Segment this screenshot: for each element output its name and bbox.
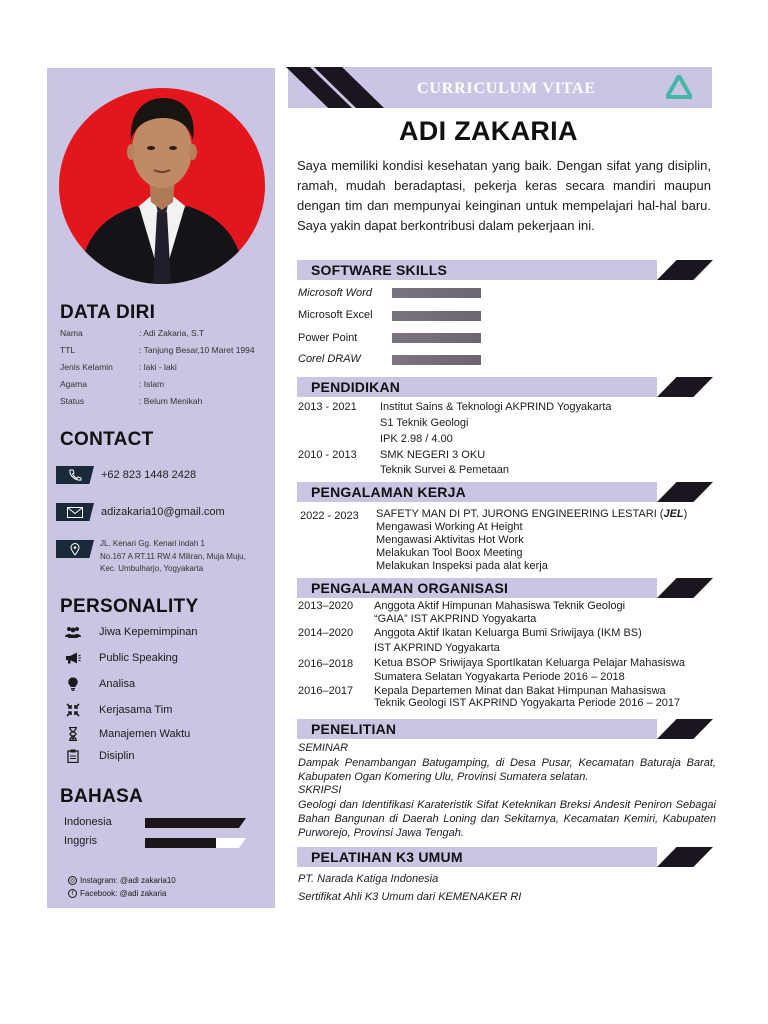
phone-number: +62 823 1448 2428 bbox=[101, 469, 197, 481]
info-value: : Islam bbox=[139, 379, 165, 389]
contact-email[interactable] bbox=[56, 503, 225, 521]
personality-label: Manajemen Waktu bbox=[99, 728, 191, 740]
skill-bar-fill bbox=[392, 333, 481, 343]
section-pengalaman-organisasi bbox=[297, 578, 713, 598]
work-duty: Mengawasi Aktivitas Hot Work bbox=[376, 534, 524, 546]
training-cert: Sertifikat Ahli K3 Umum dari KEMENAKER RI bbox=[298, 891, 522, 903]
clipboard-icon bbox=[64, 748, 82, 764]
education-line: IPK 2.98 / 4.00 bbox=[380, 433, 453, 445]
info-value: : Belum Menikah bbox=[139, 396, 203, 406]
cv-title: CURRICULUM VITAE bbox=[417, 80, 596, 97]
section-pengalaman-kerja bbox=[297, 482, 713, 502]
work-position-end: ) bbox=[683, 508, 688, 520]
address-line: No.167 A RT.11 RW.4 Miliran, Muja Muju, bbox=[100, 551, 246, 561]
research-text: Dampak Penambangan Batugamping, di Desa Pusar, Kecamatan Baturaja Barat, Kabupaten Ogan Komering Ulu, Provinsi Sumatera selatan. bbox=[298, 757, 716, 783]
lightbulb-icon bbox=[64, 676, 82, 692]
org-years: 2016–2017 bbox=[298, 685, 354, 697]
research-type: SEMINAR bbox=[298, 742, 349, 754]
skill-bar-fill bbox=[392, 288, 481, 298]
address-text bbox=[100, 538, 276, 576]
personality-label: Jiwa Kepemimpinan bbox=[99, 626, 198, 638]
education-line: SMK NEGERI 3 OKU bbox=[380, 449, 486, 461]
megaphone-icon bbox=[64, 650, 82, 666]
person-portrait-icon bbox=[59, 88, 265, 284]
facebook-icon: f bbox=[68, 889, 77, 898]
work-duty: Melakukan Inspeksi pada alat kerja bbox=[376, 560, 548, 572]
section-slash-decoration bbox=[657, 847, 713, 867]
skill-bar-word bbox=[392, 288, 491, 298]
contact-address bbox=[56, 540, 94, 558]
org-years: 2016–2018 bbox=[298, 658, 354, 670]
section-title: PENDIDIKAN bbox=[311, 379, 401, 395]
section-pelatihan-k3 bbox=[297, 847, 713, 867]
section-bar bbox=[297, 377, 657, 397]
personality-item bbox=[64, 676, 135, 692]
personality-item bbox=[64, 726, 190, 742]
skill-bar-fill bbox=[392, 355, 481, 365]
education-line: S1 Teknik Geologi bbox=[380, 417, 469, 429]
mail-icon bbox=[56, 503, 94, 521]
info-label: Jenis Kelamin bbox=[60, 362, 113, 372]
section-slash-decoration bbox=[657, 578, 713, 598]
section-bar bbox=[297, 847, 657, 867]
org-line: Ketua BSOP Sriwijaya SportIkatan Keluarga Pelajar Mahasiswa bbox=[374, 657, 686, 669]
data-diri-heading: DATA DIRI bbox=[60, 302, 156, 323]
language-indonesia bbox=[64, 816, 112, 828]
language-bar-indonesia bbox=[145, 818, 246, 828]
skill-bar-fill bbox=[392, 311, 481, 321]
group-icon bbox=[64, 624, 82, 640]
info-value: : Adi Zakaria, S.T bbox=[139, 328, 205, 338]
location-pin-icon bbox=[56, 540, 94, 558]
info-label: Status bbox=[60, 396, 85, 406]
org-line: Anggota Aktif Himpunan Mahasiswa Teknik Geologi bbox=[374, 600, 626, 612]
work-years: 2022 - 2023 bbox=[300, 510, 359, 522]
language-label: Indonesia bbox=[64, 816, 112, 828]
section-slash-decoration bbox=[657, 377, 713, 397]
personality-label: Analisa bbox=[99, 678, 136, 690]
personality-label: Kerjasama Tim bbox=[99, 704, 173, 716]
section-slash-decoration bbox=[657, 260, 713, 280]
skill-label: Power Point bbox=[298, 332, 358, 344]
section-title: PENELITIAN bbox=[311, 721, 397, 737]
skill-bar-coreldraw bbox=[392, 355, 491, 365]
triangle-logo-icon bbox=[666, 75, 692, 99]
org-years: 2014–2020 bbox=[298, 627, 354, 639]
org-years: 2013–2020 bbox=[298, 600, 354, 612]
org-line: IST AKPRIND Yogyakarta bbox=[374, 642, 500, 654]
personality-label: Disiplin bbox=[99, 750, 135, 762]
personality-label: Public Speaking bbox=[99, 652, 178, 664]
language-bar-inggris bbox=[145, 838, 246, 848]
org-line: “GAIA” IST AKPRIND Yogyakarta bbox=[374, 613, 537, 625]
facebook-text: Facebook: @adi zakaria bbox=[80, 889, 167, 898]
personality-item bbox=[64, 748, 134, 764]
bahasa-heading: BAHASA bbox=[60, 786, 144, 807]
education-years: 2010 - 2013 bbox=[298, 449, 357, 461]
personality-item bbox=[64, 702, 172, 718]
contact-phone[interactable] bbox=[56, 466, 196, 484]
section-bar bbox=[297, 260, 657, 280]
section-title: SOFTWARE SKILLS bbox=[311, 262, 447, 278]
org-line: Teknik Geologi IST AKPRIND Yogyakarta Periode 2016 – 2017 bbox=[374, 697, 681, 709]
section-penelitian bbox=[297, 719, 713, 739]
instagram-text: Instagram: @adi zakaria10 bbox=[80, 876, 176, 885]
hourglass-icon bbox=[64, 726, 82, 742]
org-line: Kepala Departemen Minat dan Bakat Himpunan Mahasiswa bbox=[374, 685, 666, 697]
work-position-text: SAFETY MAN DI PT. JURONG ENGINEERING LESTARI ( bbox=[376, 508, 664, 520]
address-line: Kec. Umbulharjo, Yogyakarta bbox=[100, 564, 204, 573]
info-value: : Tanjung Besar,10 Maret 1994 bbox=[139, 345, 255, 355]
profile-photo bbox=[59, 88, 265, 284]
section-bar bbox=[297, 578, 657, 598]
research-type: SKRIPSI bbox=[298, 784, 342, 796]
candidate-name: ADI ZAKARIA bbox=[399, 116, 578, 146]
org-line: Sumatera Selatan Yogyakarta Periode 2016 – 2018 bbox=[374, 671, 625, 683]
section-slash-decoration bbox=[657, 482, 713, 502]
personality-item bbox=[64, 624, 197, 640]
work-duty: Melakukan Tool Boox Meeting bbox=[376, 547, 523, 559]
instagram-link[interactable] bbox=[68, 876, 176, 885]
section-title: PELATIHAN K3 UMUM bbox=[311, 849, 463, 865]
skill-label: Microsoft Excel bbox=[298, 309, 373, 321]
work-duty: Mengawasi Working At Height bbox=[376, 521, 523, 533]
skill-label: Corel DRAW bbox=[298, 353, 361, 365]
section-pendidikan bbox=[297, 377, 713, 397]
language-inggris bbox=[64, 835, 97, 847]
education-line: Teknik Survei & Pemetaan bbox=[380, 464, 510, 476]
personality-item bbox=[64, 650, 178, 666]
language-label: Inggris bbox=[64, 835, 98, 847]
section-bar bbox=[297, 482, 657, 502]
profile-summary: Saya memiliki kondisi kesehatan yang baik. Dengan sifat yang disiplin, ramah, mudah beradaptasi, pekerja keras secara mandiri maupun dengan tim dan mempunyai keinginan untuk mempelajari hal-hal baru. Saya yakin dapat berkontribusi dalam pekerjaan ini. bbox=[297, 158, 711, 233]
skill-bar-powerpoint bbox=[392, 333, 491, 343]
info-value: : laki - laki bbox=[139, 362, 177, 372]
personality-heading: PERSONALITY bbox=[60, 596, 199, 617]
language-bar-fill bbox=[145, 818, 246, 828]
info-label: Agama bbox=[60, 379, 87, 389]
instagram-icon: ◎ bbox=[69, 878, 76, 884]
collapse-arrows-icon bbox=[64, 702, 82, 718]
info-label: TTL bbox=[60, 345, 76, 355]
section-slash-decoration bbox=[657, 719, 713, 739]
work-company-abbr: JEL bbox=[663, 508, 684, 520]
skill-label: Microsoft Word bbox=[298, 287, 372, 299]
info-label: Nama bbox=[60, 328, 83, 338]
contact-heading: CONTACT bbox=[60, 429, 154, 450]
section-title: PENGALAMAN ORGANISASI bbox=[311, 580, 509, 596]
section-title: PENGALAMAN KERJA bbox=[311, 484, 466, 500]
section-bar bbox=[297, 719, 657, 739]
sidebar bbox=[47, 68, 275, 908]
skill-bar-excel bbox=[392, 311, 491, 321]
phone-icon bbox=[56, 466, 94, 484]
training-org: PT. Narada Katiga Indonesia bbox=[298, 873, 439, 885]
address-line: JL. Kenari Gg. Kenari indah 1 bbox=[100, 539, 205, 548]
education-line: Institut Sains & Teknologi AKPRIND Yogyakarta bbox=[380, 401, 612, 413]
education-years: 2013 - 2021 bbox=[298, 401, 357, 413]
org-line: Anggota Aktif Ikatan Keluarga Bumi Sriwijaya (IKM BS) bbox=[374, 627, 642, 639]
work-position bbox=[376, 508, 687, 520]
research-text: Geologi dan Identifikasi Karateristik Sifat Keteknikan Breksi Andesit Peniron Sebagai Bahan Bangunan di Daerah Loning dan Sekitarnya, Kecamatan Kemiri, Kabupaten Purworejo, Provinsi Jawa Tengah. bbox=[298, 799, 716, 839]
section-software-skills bbox=[297, 260, 713, 280]
facebook-link[interactable] bbox=[68, 889, 166, 898]
email-address: adizakaria10@gmail.com bbox=[101, 506, 225, 518]
language-bar-fill bbox=[145, 838, 216, 848]
